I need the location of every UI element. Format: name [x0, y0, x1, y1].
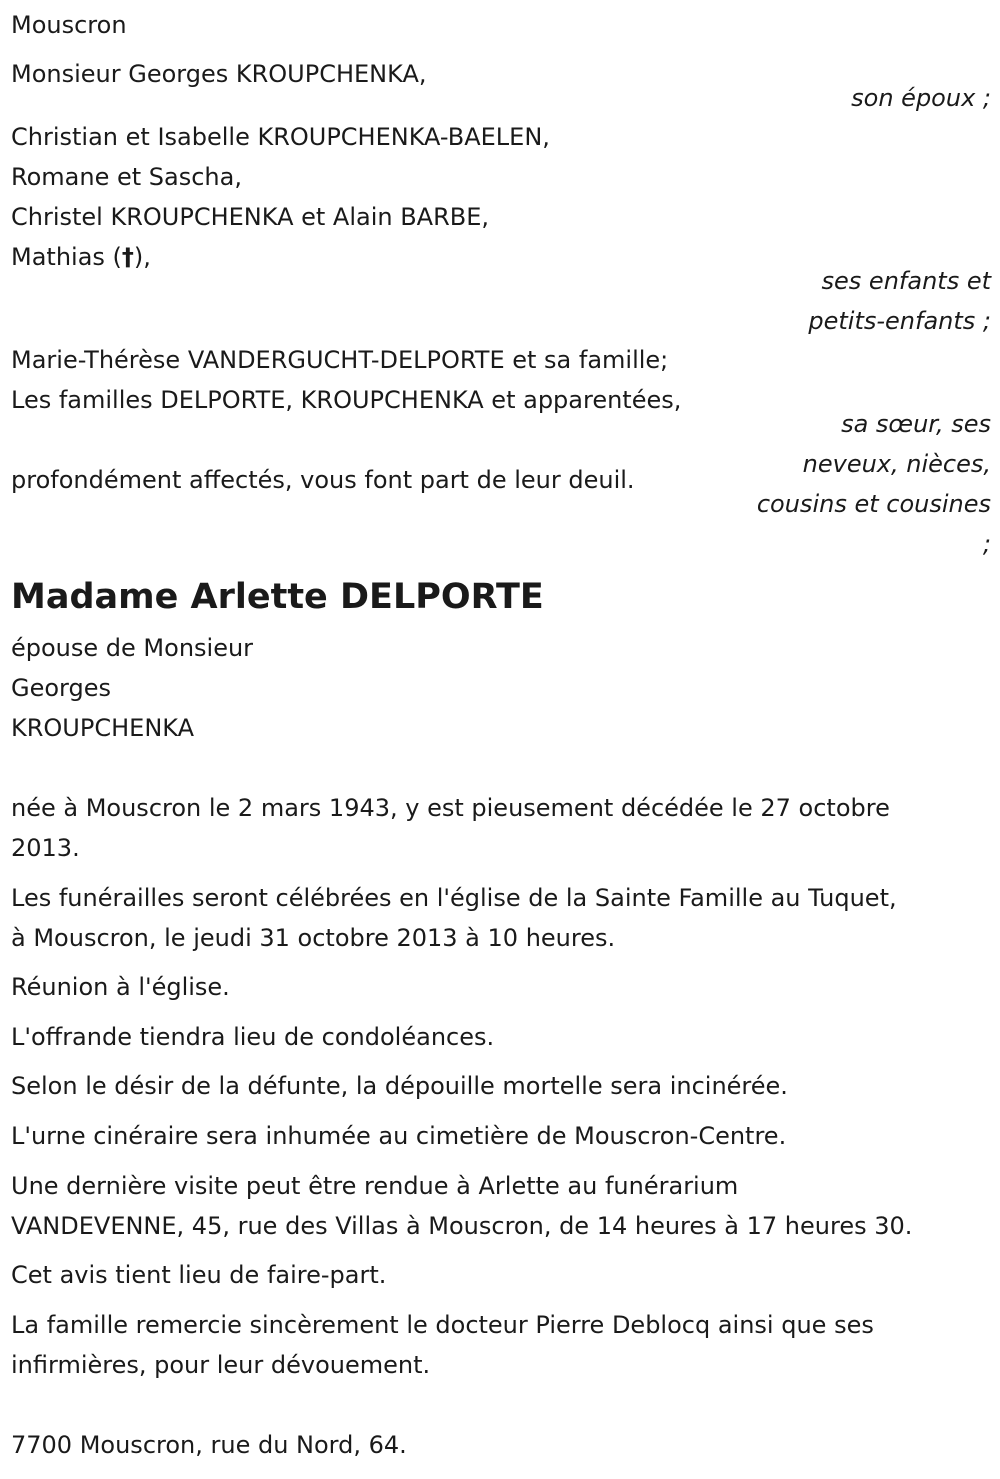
deceased-child-name: Mathias ( — [11, 243, 122, 271]
children-role-line-2: petits-enfants ; — [808, 307, 991, 335]
announcement-line: profondément affectés, vous font part de leur deuil. — [11, 466, 635, 494]
relatives-role-line-3: cousins et cousines — [756, 490, 991, 518]
visit-line-2: VANDEVENNE, 45, rue des Villas à Mouscron, de 14 heures à 17 heures 30. — [11, 1212, 913, 1240]
sister-line: Marie-Thérèse VANDERGUCHT-DELPORTE et sa famille; — [11, 346, 669, 374]
meeting-line: Réunion à l'église. — [11, 973, 230, 1001]
deceased-name: Madame Arlette DELPORTE — [11, 577, 544, 617]
offering-line: L'offrande tiendra lieu de condoléances. — [11, 1023, 495, 1051]
funeral-line-2: à Mouscron, le jeudi 31 octobre 2013 à 10 heures. — [11, 924, 616, 952]
cremation-line: Selon le désir de la défunte, la dépouille mortelle sera incinérée. — [11, 1072, 788, 1100]
relatives-role-line-4: ; — [982, 530, 991, 558]
relatives-role-line-1: sa sœur, ses — [841, 410, 991, 438]
spouse-of-line-3: KROUPCHENKA — [11, 714, 194, 742]
spouse-of-line-2: Georges — [11, 674, 111, 702]
obituary-notice — [11, 0, 991, 1479]
families-line: Les familles DELPORTE, KROUPCHENKA et apparentées, — [11, 386, 682, 414]
thanks-line-1: La famille remercie sincèrement le docteur Pierre Deblocq ainsi que ses — [11, 1311, 874, 1339]
child-line-2: Romane et Sascha, — [11, 163, 242, 191]
spouse-line: Monsieur Georges KROUPCHENKA, — [11, 60, 427, 88]
spouse-of-line-1: épouse de Monsieur — [11, 634, 254, 662]
urn-line: L'urne cinéraire sera inhumée au cimetière de Mouscron-Centre. — [11, 1122, 787, 1150]
deceased-child-end: ), — [133, 243, 151, 271]
address-line: 7700 Mouscron, rue du Nord, 64. — [11, 1431, 407, 1459]
birth-death-line-2: 2013. — [11, 834, 80, 862]
relatives-role-line-2: neveux, nièces, — [802, 450, 991, 478]
visit-line-1: Une dernière visite peut être rendue à Arlette au funérarium — [11, 1172, 739, 1200]
child-line-1: Christian et Isabelle KROUPCHENKA-BAELEN, — [11, 123, 550, 151]
birth-death-line-1: née à Mouscron le 2 mars 1943, y est pieusement décédée le 27 octobre — [11, 794, 890, 822]
funeral-line-1: Les funérailles seront célébrées en l'église de la Sainte Famille au Tuquet, — [11, 884, 897, 912]
child-line-4 — [11, 237, 151, 277]
spouse-role: son époux ; — [851, 84, 991, 112]
notice-line: Cet avis tient lieu de faire-part. — [11, 1261, 387, 1289]
children-role-line-1: ses enfants et — [821, 267, 991, 295]
thanks-line-2: infirmières, pour leur dévouement. — [11, 1351, 431, 1379]
city-heading: Mouscron — [11, 11, 127, 39]
child-line-3: Christel KROUPCHENKA et Alain BARBE, — [11, 203, 490, 231]
cross-icon: † — [121, 243, 134, 271]
